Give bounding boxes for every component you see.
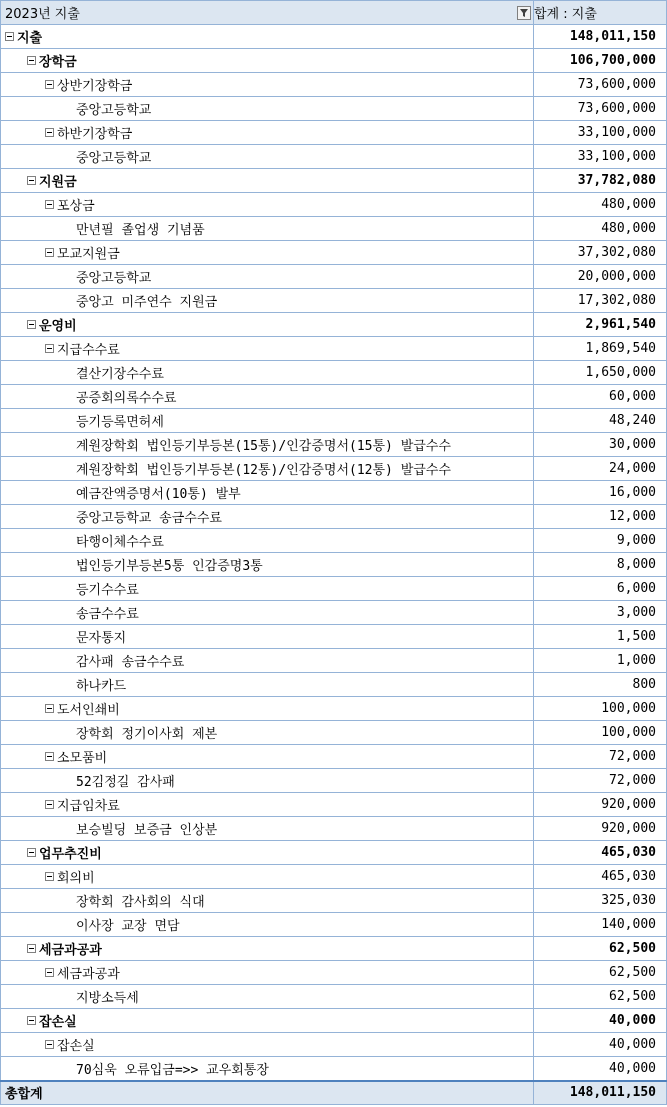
collapse-minus-icon[interactable] <box>27 1016 36 1025</box>
pivot-row[interactable] <box>1 577 667 601</box>
row-value[interactable]: 73,600,000 <box>534 97 667 121</box>
pivot-row[interactable] <box>1 193 667 217</box>
row-value[interactable]: 100,000 <box>534 697 667 721</box>
filter-funnel-icon <box>519 8 529 18</box>
pivot-row[interactable] <box>1 1057 667 1082</box>
row-label-cell[interactable] <box>1 505 534 529</box>
row-label: 70심욱 오류입금=>> 교우회통장 <box>76 1063 269 1078</box>
row-label: 하반기장학금 <box>57 127 133 142</box>
row-label: 세금과공과 <box>39 943 102 958</box>
row-label-cell[interactable] <box>1 817 534 841</box>
pivot-row[interactable] <box>1 241 667 265</box>
row-label: 잡손실 <box>39 1015 77 1030</box>
row-label: 지출 <box>17 31 43 46</box>
row-label: 중앙고등학교 <box>76 271 152 286</box>
row-label: 운영비 <box>39 319 77 334</box>
row-value[interactable]: 1,000 <box>534 649 667 673</box>
row-value[interactable]: 920,000 <box>534 793 667 817</box>
row-label-cell[interactable] <box>1 1009 534 1033</box>
row-value[interactable]: 920,000 <box>534 817 667 841</box>
row-label: 상반기장학금 <box>57 79 133 94</box>
row-label-cell[interactable] <box>1 913 534 937</box>
row-value[interactable]: 12,000 <box>534 505 667 529</box>
row-label: 모교지원금 <box>57 247 120 262</box>
row-label: 보승빌딩 보증금 인상분 <box>76 823 218 838</box>
row-label-cell[interactable] <box>1 313 534 337</box>
row-label-cell[interactable] <box>1 745 534 769</box>
collapse-minus-icon[interactable] <box>27 56 36 65</box>
pivot-row[interactable] <box>1 721 667 745</box>
row-label-cell[interactable] <box>1 121 534 145</box>
row-value[interactable]: 48,240 <box>534 409 667 433</box>
row-value[interactable]: 6,000 <box>534 577 667 601</box>
pivot-row[interactable] <box>1 121 667 145</box>
row-value[interactable]: 106,700,000 <box>534 49 667 73</box>
row-label: 계원장학회 법인등기부등본(15통)/인감증명서(15통) 발급수수 <box>76 439 451 454</box>
collapse-minus-icon[interactable] <box>45 800 54 809</box>
pivot-row[interactable] <box>1 361 667 385</box>
row-label-cell[interactable] <box>1 769 534 793</box>
pivot-title: 2023년 지출 <box>5 7 80 22</box>
row-label-cell[interactable] <box>1 49 534 73</box>
row-label-cell[interactable] <box>1 217 534 241</box>
grand-total-label: 총합계 <box>1 1081 534 1104</box>
pivot-row[interactable] <box>1 481 667 505</box>
row-label-cell[interactable] <box>1 385 534 409</box>
pivot-row[interactable] <box>1 913 667 937</box>
pivot-row[interactable] <box>1 217 667 241</box>
row-label: 업무추진비 <box>39 847 102 862</box>
row-value[interactable]: 62,500 <box>534 985 667 1009</box>
pivot-row[interactable] <box>1 793 667 817</box>
pivot-row[interactable] <box>1 289 667 313</box>
row-label: 장학회 정기이사회 제본 <box>76 727 218 742</box>
pivot-row[interactable] <box>1 337 667 361</box>
collapse-minus-icon[interactable] <box>27 944 36 953</box>
collapse-minus-icon[interactable] <box>27 848 36 857</box>
row-value[interactable]: 37,302,080 <box>534 241 667 265</box>
row-label-cell[interactable] <box>1 193 534 217</box>
row-label-cell[interactable] <box>1 409 534 433</box>
row-label-cell[interactable] <box>1 553 534 577</box>
pivot-row[interactable] <box>1 817 667 841</box>
row-label: 공증회의록수수료 <box>76 391 177 406</box>
row-label: 타행이체수수료 <box>76 535 164 550</box>
row-value[interactable]: 60,000 <box>534 385 667 409</box>
pivot-row[interactable] <box>1 865 667 889</box>
row-label-cell[interactable] <box>1 865 534 889</box>
row-value[interactable]: 40,000 <box>534 1009 667 1033</box>
row-label-cell[interactable] <box>1 337 534 361</box>
row-label-cell[interactable] <box>1 289 534 313</box>
pivot-row[interactable] <box>1 409 667 433</box>
row-label-cell[interactable] <box>1 889 534 913</box>
pivot-row[interactable] <box>1 25 667 49</box>
collapse-minus-icon[interactable] <box>45 200 54 209</box>
row-label: 회의비 <box>57 871 95 886</box>
collapse-minus-icon[interactable] <box>45 248 54 257</box>
row-label: 등기등록면허세 <box>76 415 164 430</box>
row-value[interactable]: 72,000 <box>534 769 667 793</box>
row-label-cell[interactable] <box>1 97 534 121</box>
row-value[interactable]: 16,000 <box>534 481 667 505</box>
row-label: 장학회 감사회의 식대 <box>76 895 205 910</box>
collapse-minus-icon[interactable] <box>45 752 54 761</box>
row-value[interactable]: 100,000 <box>534 721 667 745</box>
row-value[interactable]: 62,500 <box>534 961 667 985</box>
row-label: 도서인쇄비 <box>57 703 120 718</box>
row-label: 등기수수료 <box>76 583 139 598</box>
pivot-row[interactable] <box>1 49 667 73</box>
row-value[interactable]: 480,000 <box>534 217 667 241</box>
row-label-cell[interactable] <box>1 841 534 865</box>
pivot-header-row <box>1 1 667 25</box>
row-label: 중앙고등학교 <box>76 151 152 166</box>
row-value[interactable]: 37,782,080 <box>534 169 667 193</box>
pivot-row[interactable] <box>1 505 667 529</box>
row-label: 지방소득세 <box>76 991 139 1006</box>
collapse-minus-icon[interactable] <box>45 704 54 713</box>
pivot-row[interactable] <box>1 985 667 1009</box>
row-label-cell[interactable] <box>1 73 534 97</box>
row-label: 송금수수료 <box>76 607 139 622</box>
row-label: 중앙고 미주연수 지원금 <box>76 295 218 310</box>
pivot-row[interactable] <box>1 1009 667 1033</box>
row-label: 지급수수료 <box>57 343 120 358</box>
row-label-cell[interactable] <box>1 985 534 1009</box>
pivot-row[interactable] <box>1 313 667 337</box>
pivot-row[interactable] <box>1 457 667 481</box>
row-label-cell[interactable] <box>1 265 534 289</box>
row-label-cell[interactable] <box>1 361 534 385</box>
pivot-row[interactable] <box>1 841 667 865</box>
pivot-row[interactable] <box>1 937 667 961</box>
pivot-row[interactable] <box>1 961 667 985</box>
pivot-row[interactable] <box>1 889 667 913</box>
row-label-cell[interactable] <box>1 721 534 745</box>
row-value[interactable]: 1,650,000 <box>534 361 667 385</box>
pivot-row[interactable] <box>1 97 667 121</box>
row-label-cell[interactable] <box>1 145 534 169</box>
row-label-cell[interactable] <box>1 433 534 457</box>
row-value[interactable]: 72,000 <box>534 745 667 769</box>
pivot-row[interactable] <box>1 1033 667 1057</box>
row-label-cell[interactable] <box>1 457 534 481</box>
row-value[interactable]: 140,000 <box>534 913 667 937</box>
collapse-minus-icon[interactable] <box>27 176 36 185</box>
grand-total-value: 148,011,150 <box>534 1081 667 1104</box>
row-label-cell[interactable] <box>1 673 534 697</box>
row-label-cell[interactable] <box>1 1057 534 1082</box>
grand-total-row <box>1 1081 667 1104</box>
pivot-row[interactable] <box>1 553 667 577</box>
row-label: 지급임차료 <box>57 799 120 814</box>
row-value[interactable]: 8,000 <box>534 553 667 577</box>
collapse-minus-icon[interactable] <box>45 1040 54 1049</box>
row-label: 문자통지 <box>76 631 127 646</box>
pivot-row[interactable] <box>1 73 667 97</box>
row-label: 중앙고등학교 <box>76 103 152 118</box>
row-value[interactable]: 800 <box>534 673 667 697</box>
row-labels-header[interactable] <box>1 1 534 25</box>
pivot-row[interactable] <box>1 145 667 169</box>
row-label-cell[interactable] <box>1 793 534 817</box>
row-label: 중앙고등학교 송금수수료 <box>76 511 222 526</box>
row-label-cell[interactable] <box>1 577 534 601</box>
row-label-cell[interactable] <box>1 625 534 649</box>
collapse-minus-icon[interactable] <box>45 968 54 977</box>
pivot-row[interactable] <box>1 745 667 769</box>
row-value[interactable]: 17,302,080 <box>534 289 667 313</box>
collapse-minus-icon[interactable] <box>45 80 54 89</box>
row-value[interactable]: 465,030 <box>534 841 667 865</box>
row-label-cell[interactable] <box>1 241 534 265</box>
row-label: 이사장 교장 면담 <box>76 919 180 934</box>
row-label: 세금과공과 <box>57 967 120 982</box>
row-value[interactable]: 62,500 <box>534 937 667 961</box>
collapse-minus-icon[interactable] <box>45 872 54 881</box>
pivot-row[interactable] <box>1 385 667 409</box>
row-value[interactable]: 1,500 <box>534 625 667 649</box>
row-value[interactable]: 3,000 <box>534 601 667 625</box>
row-label: 장학금 <box>39 55 77 70</box>
row-label: 소모품비 <box>57 751 108 766</box>
row-label: 하나카드 <box>76 679 127 694</box>
pivot-row[interactable] <box>1 601 667 625</box>
row-value[interactable]: 73,600,000 <box>534 73 667 97</box>
row-label-cell[interactable] <box>1 481 534 505</box>
pivot-body <box>1 25 667 1082</box>
row-label: 법인등기부등본5통 인감증명3통 <box>76 559 263 574</box>
row-label-cell[interactable] <box>1 169 534 193</box>
row-label-cell[interactable] <box>1 1033 534 1057</box>
pivot-row[interactable] <box>1 625 667 649</box>
row-label-cell[interactable] <box>1 937 534 961</box>
pivot-row[interactable] <box>1 433 667 457</box>
row-value[interactable]: 9,000 <box>534 529 667 553</box>
pivot-row[interactable] <box>1 529 667 553</box>
row-label: 만년필 졸업생 기념품 <box>76 223 205 238</box>
row-value[interactable]: 1,869,540 <box>534 337 667 361</box>
row-value[interactable]: 33,100,000 <box>534 145 667 169</box>
pivot-row[interactable] <box>1 265 667 289</box>
row-label: 예금잔액증명서(10통) 발부 <box>76 487 241 502</box>
row-value[interactable]: 148,011,150 <box>534 25 667 49</box>
row-label-cell[interactable] <box>1 529 534 553</box>
row-label: 계원장학회 법인등기부등본(12통)/인감증명서(12통) 발급수수 <box>76 463 451 478</box>
row-value[interactable]: 325,030 <box>534 889 667 913</box>
row-value[interactable]: 24,000 <box>534 457 667 481</box>
collapse-minus-icon[interactable] <box>5 32 14 41</box>
pivot-row[interactable] <box>1 769 667 793</box>
row-label: 감사패 송금수수료 <box>76 655 185 670</box>
row-label-cell[interactable] <box>1 697 534 721</box>
row-label-cell[interactable] <box>1 649 534 673</box>
row-value[interactable]: 40,000 <box>534 1057 667 1082</box>
value-header: 합계 : 지출 <box>534 1 667 25</box>
pivot-row[interactable] <box>1 649 667 673</box>
collapse-minus-icon[interactable] <box>45 344 54 353</box>
pivot-row[interactable] <box>1 673 667 697</box>
row-value[interactable]: 2,961,540 <box>534 313 667 337</box>
pivot-row[interactable] <box>1 169 667 193</box>
row-value[interactable]: 30,000 <box>534 433 667 457</box>
row-value[interactable]: 480,000 <box>534 193 667 217</box>
row-value[interactable]: 40,000 <box>534 1033 667 1057</box>
row-value[interactable]: 33,100,000 <box>534 121 667 145</box>
collapse-minus-icon[interactable] <box>45 128 54 137</box>
collapse-minus-icon[interactable] <box>27 320 36 329</box>
row-value[interactable]: 465,030 <box>534 865 667 889</box>
row-label: 포상금 <box>57 199 95 214</box>
pivot-row[interactable] <box>1 697 667 721</box>
row-label-cell[interactable] <box>1 25 534 49</box>
row-label: 지원금 <box>39 175 77 190</box>
row-value[interactable]: 20,000,000 <box>534 265 667 289</box>
row-label-cell[interactable] <box>1 961 534 985</box>
filter-icon[interactable] <box>517 6 531 20</box>
row-label-cell[interactable] <box>1 601 534 625</box>
row-label: 잡손실 <box>57 1039 95 1054</box>
row-label: 52김정길 감사패 <box>76 775 175 790</box>
row-label: 결산기장수수료 <box>76 367 164 382</box>
